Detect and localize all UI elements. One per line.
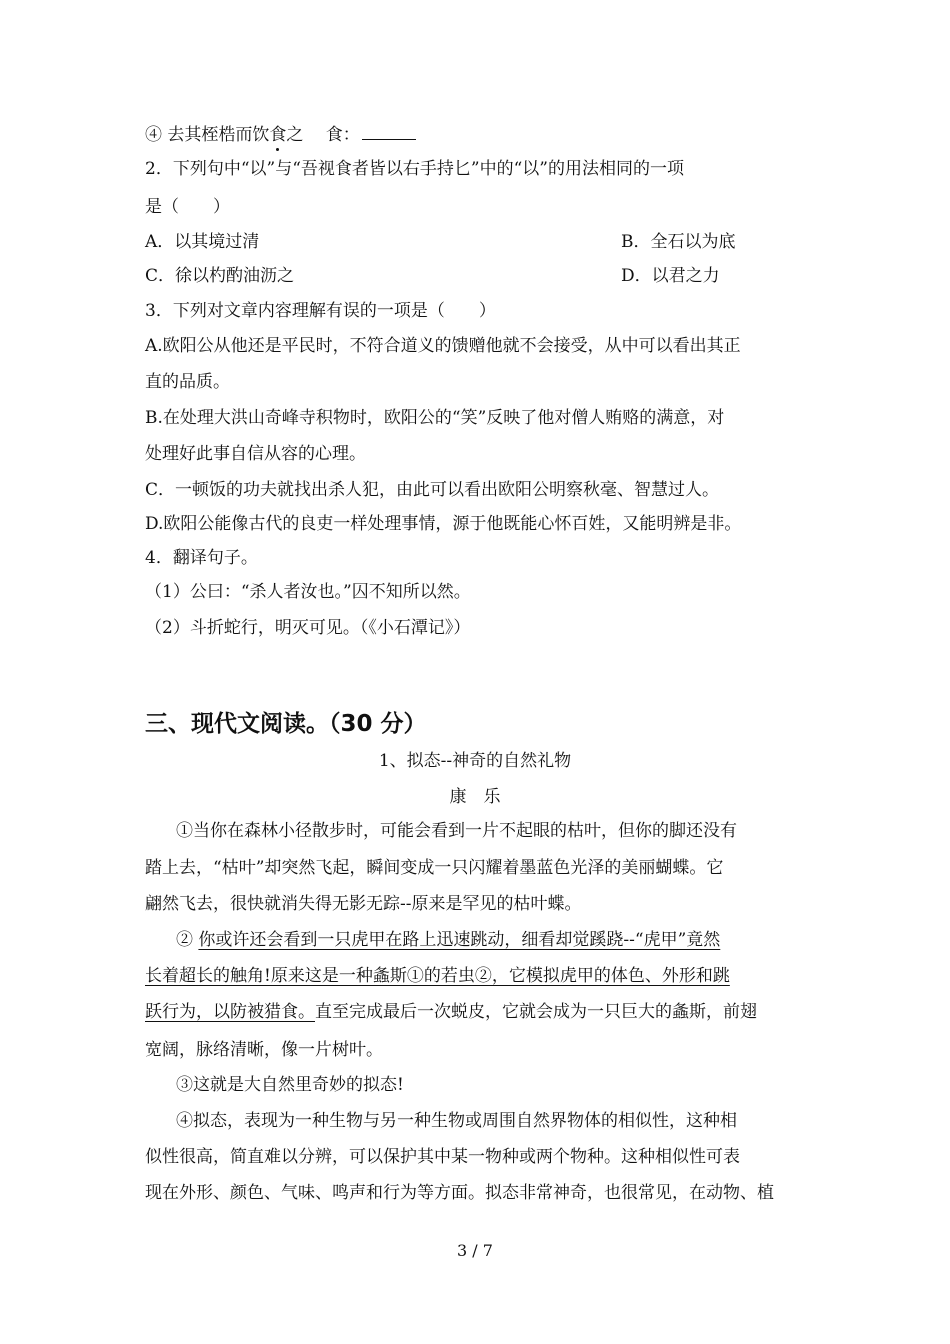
q2-option-d: D．以君之力 bbox=[621, 266, 720, 286]
q3-c-line: C．一顿饭的功夫就找出杀人犯，由此可以看出欧阳公明察秋毫、智慧过人。 bbox=[145, 480, 720, 500]
q3-stem: 3．下列对文章内容理解有误的一项是（ ） bbox=[145, 301, 496, 321]
p1-line2: 踏上去，“枯叶”却突然飞起，瞬间变成一只闪耀着墨蓝色光泽的美丽蝴蝶。它 bbox=[145, 858, 724, 878]
q2-stem-line2: 是（ ） bbox=[145, 197, 230, 217]
q2-option-a: A．以其境过清 bbox=[145, 232, 260, 252]
p3: ③这就是大自然里奇妙的拟态! bbox=[176, 1075, 404, 1095]
q2-option-b: B．全石以为底 bbox=[621, 232, 736, 252]
p1-line3: 翩然飞去，很快就消失得无影无踪--原来是罕见的枯叶蝶。 bbox=[145, 894, 582, 914]
q4-item2: （2）斗折蛇行，明灭可见。（《小石潭记》） bbox=[145, 618, 471, 638]
section-heading: 三、现代文阅读。（30 分） bbox=[145, 711, 427, 737]
q2-option-row2 bbox=[145, 265, 720, 287]
page-number: 3 / 7 bbox=[457, 1241, 493, 1260]
p1-line1: ①当你在森林小径散步时，可能会看到一片不起眼的枯叶，但你的脚还没有 bbox=[176, 821, 737, 841]
answer-blank[interactable] bbox=[362, 123, 416, 140]
p2-line1 bbox=[176, 929, 720, 951]
q3-b-line1: B.在处理大洪山奇峰寺积物时，欧阳公的“笑”反映了他对僧人贿赂的满意，对 bbox=[145, 408, 725, 428]
p2-line3-rest: 直至完成最后一次蜕皮，它就会成为一只巨大的螽斯，前翅 bbox=[315, 1002, 757, 1022]
q2-option-row1 bbox=[145, 231, 736, 253]
p4-line1: ④拟态，表现为一种生物与另一种生物或周围自然界物体的相似性，这种相 bbox=[176, 1111, 737, 1131]
q1-item4 bbox=[145, 123, 416, 146]
q3-d-line: D.欧阳公能像古代的良吏一样处理事情，源于他既能心怀百姓，又能明辨是非。 bbox=[145, 514, 742, 534]
p2-line3 bbox=[145, 1001, 757, 1023]
q3-b-line2: 处理好此事自信从容的心理。 bbox=[145, 444, 366, 464]
q2-option-c: C．徐以杓酌油沥之 bbox=[145, 266, 295, 286]
p2-line4: 宽阔，脉络清晰，像一片树叶。 bbox=[145, 1040, 383, 1060]
p4-line3: 现在外形、颜色、气味、鸣声和行为等方面。拟态非常神奇，也很常见，在动物、植 bbox=[145, 1183, 774, 1203]
p2-line1-text: 你或许还会看到一只虎甲在路上迅速跳动，细看却觉蹊跷--“虎甲”竟然 bbox=[198, 930, 721, 950]
p2-line2: 长着超长的触角!原来这是一种螽斯①的若虫②，它模拟虎甲的体色、外形和跳 bbox=[145, 966, 730, 986]
article-author: 康 乐 bbox=[449, 787, 501, 807]
q3-a-line2: 直的品质。 bbox=[145, 372, 230, 392]
p2-line3-underlined: 跃行为，以防被猎食。 bbox=[145, 1002, 315, 1022]
q4-stem: 4．翻译句子。 bbox=[145, 548, 258, 568]
q3-a-line1: A.欧阳公从他还是平民时，不符合道义的馈赠他就不会接受，从中可以看出其正 bbox=[145, 336, 741, 356]
article-title: 1、拟态--神奇的自然礼物 bbox=[378, 751, 572, 771]
q1-item4-dotted-char: 食 bbox=[269, 125, 287, 145]
q4-item1: （1）公曰：“杀人者汝也。”囚不知所以然。 bbox=[145, 582, 471, 602]
p4-line2: 似性很高，简直难以分辨，可以保护其中某一物种或两个物种。这种相似性可表 bbox=[145, 1147, 740, 1167]
q2-stem-line1: 2．下列句中“以”与“吾视食者皆以右手持匕”中的“以”的用法相同的一项 bbox=[145, 159, 684, 179]
q1-item4-text: ④ 去其桎梏而饮 bbox=[145, 125, 270, 145]
p2-num: ② bbox=[176, 930, 199, 950]
q1-item4-rest: 之 食： bbox=[286, 125, 360, 145]
